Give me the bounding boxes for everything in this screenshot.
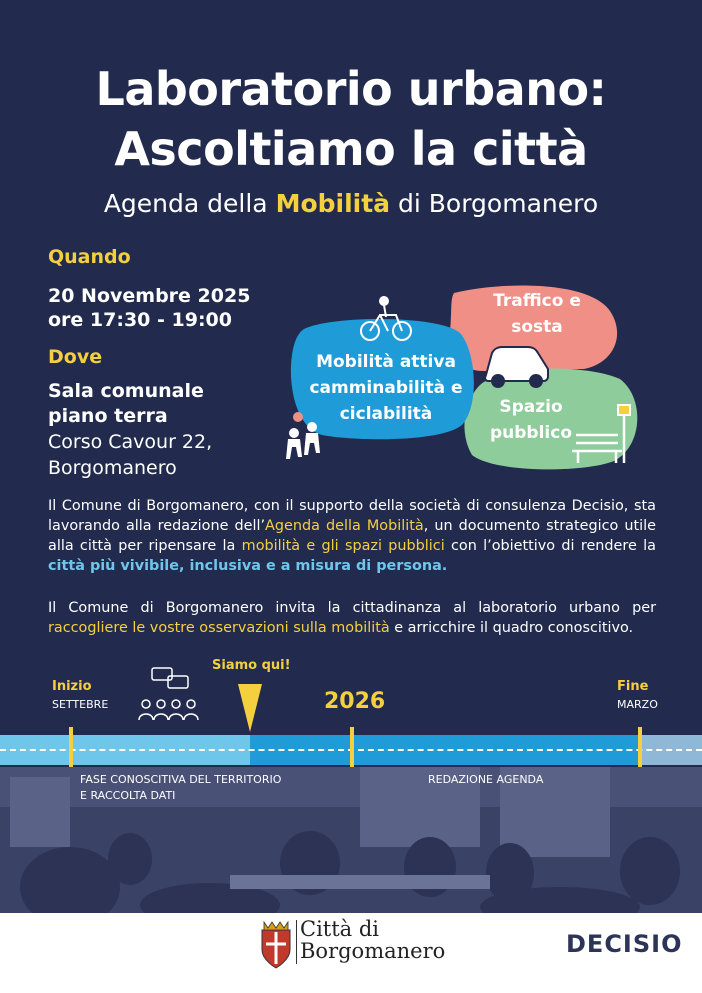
timeline-end-label: Fine xyxy=(617,679,649,694)
timeline-year-marker xyxy=(350,727,354,767)
p1-text-3: con l’obiettivo di rendere la xyxy=(444,538,656,554)
where-label: Dove xyxy=(48,346,103,368)
when-label: Quando xyxy=(48,246,131,268)
when-time: ore 17:30 - 19:00 xyxy=(48,309,232,331)
p1-highlight-city: città più vivibile, inclusiva e a misura di persona. xyxy=(48,558,448,574)
title-line-2: Ascoltiamo la città xyxy=(114,122,588,176)
subtitle-pre: Agenda della xyxy=(103,189,276,218)
here-arrow-icon xyxy=(238,684,262,734)
p2-text-1: Il Comune di Borgomanero invita la cittadinanza al laboratorio urbano per xyxy=(48,600,656,616)
meeting-icon xyxy=(136,666,204,722)
timeline-start-label: Inizio xyxy=(52,679,92,694)
where-line-1: Sala comunale xyxy=(48,380,204,402)
where-line-2: piano terra xyxy=(48,405,168,427)
timeline-start-month: SETTEBRE xyxy=(52,698,109,711)
bubble-traffic-line-2: sosta xyxy=(511,317,563,337)
p1-text-1: Il Comune di Borgomanero, con il supporto della società di consulenza Decisio, sta lavorando alla redazione dell’ xyxy=(48,498,656,534)
phase-1-line-1: FASE CONOSCITIVA DEL TERRITORIO xyxy=(80,773,282,786)
where-line-4: Borgomanero xyxy=(48,457,177,479)
subtitle-post: di Borgomanero xyxy=(390,189,599,218)
p1-text-2: , un documento strategico utile alla città per ripensare la xyxy=(48,518,657,554)
intro-paragraph xyxy=(48,496,656,576)
p1-highlight-mobility: mobilità e gli spazi pubblici xyxy=(241,538,445,554)
city-crest-icon xyxy=(258,920,294,970)
when-date: 20 Novembre 2025 xyxy=(48,285,251,307)
city-line-2: Borgomanero xyxy=(300,939,446,963)
partner-logo-text: DECISIO xyxy=(566,930,683,958)
timeline-year: 2026 xyxy=(324,689,386,714)
p2-highlight: raccogliere le vostre osservazioni sulla mobilità xyxy=(48,620,390,636)
phase-2: REDAZIONE AGENDA xyxy=(428,773,544,786)
city-name xyxy=(300,918,445,962)
title-line-1: Laboratorio urbano: xyxy=(95,62,607,116)
bubble-space-line-2: pubblico xyxy=(489,423,573,443)
subtitle-highlight: Mobilità xyxy=(275,189,391,218)
p1-highlight-agenda: Agenda della Mobilità xyxy=(265,518,424,534)
footer-divider xyxy=(296,920,297,964)
bubble-active-title: Mobilità attiva xyxy=(316,352,456,372)
phase-1-line-2: E RACCOLTA DATI xyxy=(80,789,176,802)
timeline-here-label: Siamo qui! xyxy=(212,658,291,673)
p2-text-2: e arricchire il quadro conoscitivo. xyxy=(389,620,634,636)
subtitle xyxy=(0,188,702,220)
timeline-end-marker xyxy=(638,727,642,767)
bubble-space-line-1: Spazio xyxy=(499,397,563,417)
space-bubble xyxy=(464,368,637,469)
timeline-end-month: MARZO xyxy=(617,698,658,711)
invite-paragraph xyxy=(48,598,656,638)
bubble-traffic-line-1: Traffico e xyxy=(493,291,581,311)
city-line-1: Città di xyxy=(300,917,380,941)
car-icon xyxy=(485,347,548,387)
bubble-active-line-3: ciclabilità xyxy=(339,404,433,424)
where-line-3: Corso Cavour 22, xyxy=(48,431,213,453)
bubble-active-line-2: camminabilità e xyxy=(309,378,463,398)
timeline-start-marker xyxy=(69,727,73,767)
